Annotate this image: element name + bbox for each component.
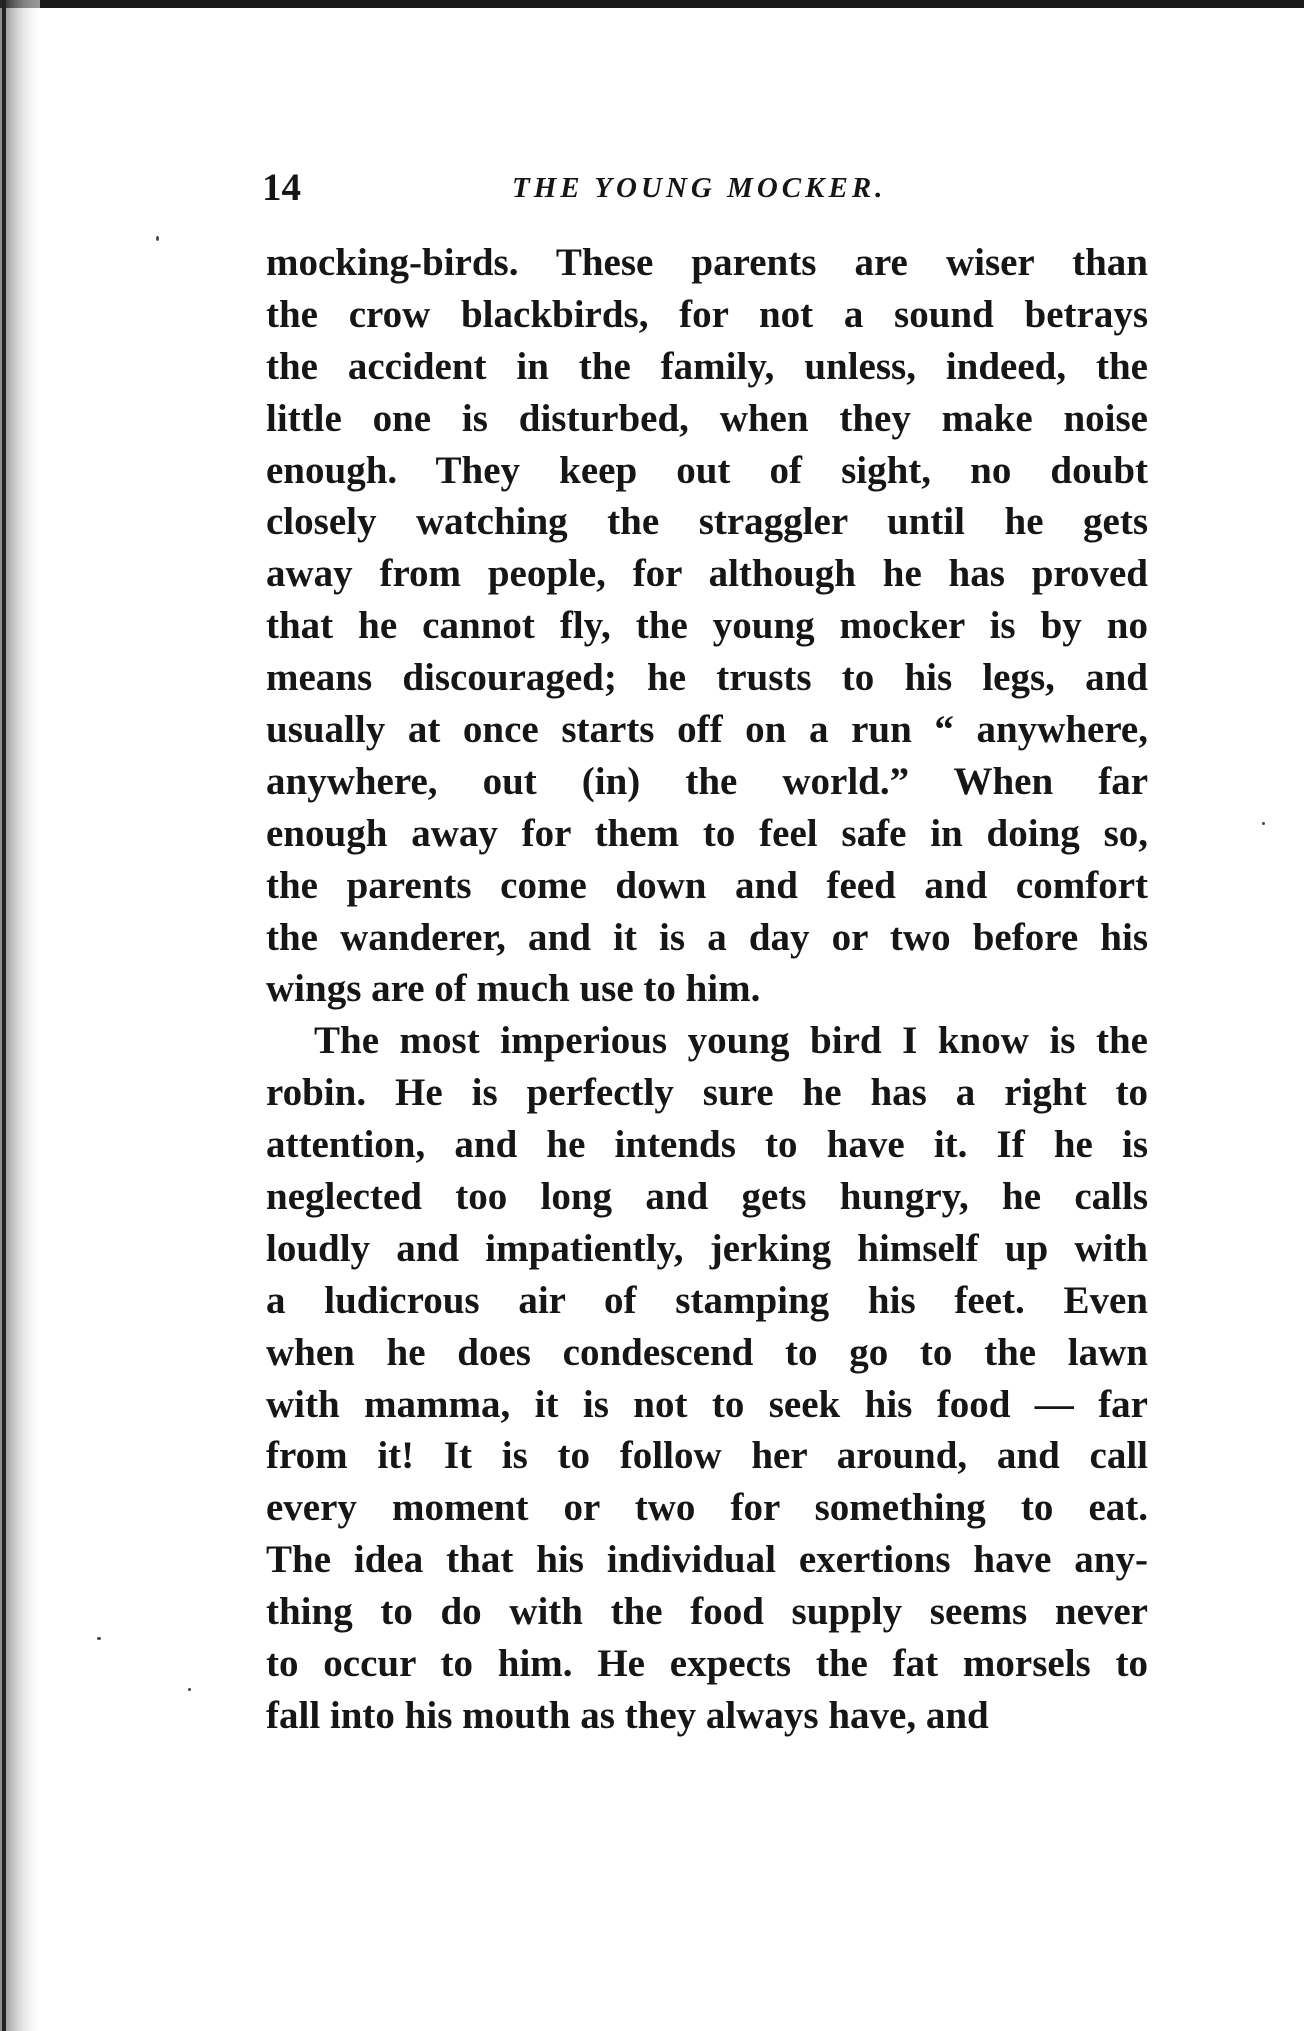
text-line: the crow blackbirds, for not a sound betrays [266, 292, 1148, 336]
binding-shadow [0, 0, 40, 2031]
text-line: mocking-birds. These parents are wiser than [266, 241, 1148, 284]
page-number: 14 [262, 166, 301, 209]
text-line: robin. He is perfectly sure he has a right to [266, 1071, 1148, 1115]
text-line: the wanderer, and it is a day or two before his [266, 915, 1148, 959]
text-line: a ludicrous air of stamping his feet. Even [266, 1278, 1148, 1322]
text-line: closely watching the straggler until he gets [266, 500, 1148, 544]
print-speck [188, 1688, 191, 1691]
text-line: away from people, for although he has proved [266, 552, 1148, 596]
text-line: The idea that his individual exertions have any- [266, 1538, 1148, 1582]
text-line: enough away for them to feel safe in doing so, [266, 811, 1148, 855]
text-line: anywhere, out (in) the world.” When far [266, 759, 1148, 803]
text-line: thing to do with the food supply seems never [266, 1590, 1148, 1634]
text-line: The most imperious young bird I know is the [314, 1019, 1148, 1063]
paragraph [266, 237, 1148, 1015]
text-line: the parents come down and feed and comfort [266, 863, 1148, 907]
text-line: to occur to him. He expects the fat morsels to [266, 1642, 1148, 1686]
paragraph [266, 1015, 1148, 1741]
text-line: the accident in the family, unless, indeed, the [266, 344, 1148, 388]
text-line: means discouraged; he trusts to his legs, and [266, 656, 1148, 700]
text-line: that he cannot fly, the young mocker is by no [266, 604, 1148, 648]
top-edge-rule [0, 0, 1304, 8]
page-header [262, 164, 1152, 212]
body-text [266, 237, 1148, 1742]
running-head: THE YOUNG MOCKER. [512, 172, 887, 204]
text-line: usually at once starts off on a run “ anywhere, [266, 708, 1148, 752]
text-line: attention, and he intends to have it. If he is [266, 1123, 1148, 1167]
text-line: loudly and impatiently, jerking himself up with [266, 1226, 1148, 1270]
binding-edge [2, 0, 6, 2031]
text-line: enough. They keep out of sight, no doubt [266, 448, 1148, 492]
print-speck [1262, 822, 1265, 825]
text-line: little one is disturbed, when they make noise [266, 396, 1148, 440]
text-line: with mamma, it is not to seek his food — far [266, 1382, 1148, 1426]
text-line: when he does condescend to go to the lawn [266, 1330, 1148, 1374]
text-line: neglected too long and gets hungry, he calls [266, 1175, 1148, 1219]
text-line: from it! It is to follow her around, and call [266, 1434, 1148, 1478]
text-line: fall into his mouth as they always have, and [266, 1693, 989, 1737]
text-line: wings are of much use to him. [266, 967, 761, 1011]
print-speck [97, 1637, 101, 1640]
print-speck [156, 236, 159, 241]
text-line: every moment or two for something to eat. [266, 1486, 1148, 1530]
